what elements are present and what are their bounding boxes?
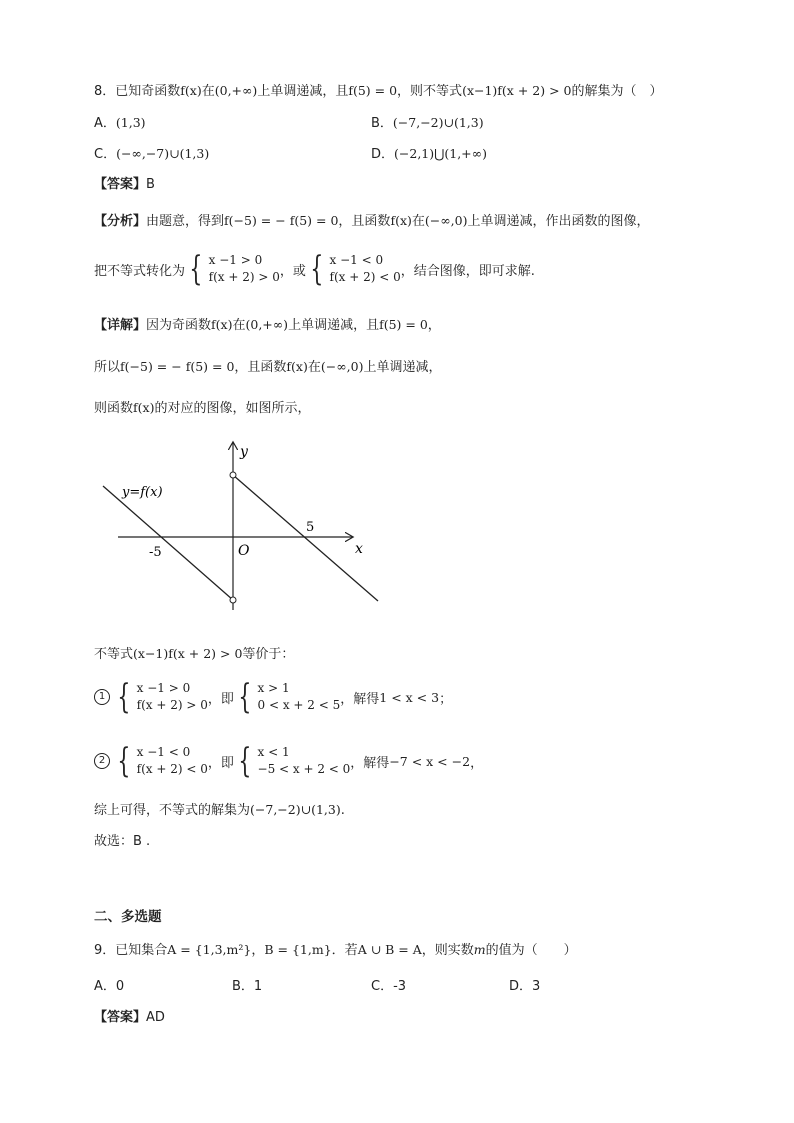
choose-line: 故选：B . xyxy=(94,834,151,849)
case-1: 1 { x −1 > 0 f(x + 2) > 0 ，即 { x > 1 0 < x + 2 < 5 ，解得 1 < x < 3 ； xyxy=(94,680,452,714)
q8-option-c: C．(−∞,−7)∪(1,3) xyxy=(94,146,210,162)
right-branch xyxy=(233,475,378,601)
tick-label-neg5: -5 xyxy=(149,545,162,560)
tick-label-5: 5 xyxy=(306,520,315,535)
x-axis-label: x xyxy=(355,541,363,557)
equivalence-line: 不等式(x−1)f(x + 2) > 0等价于： xyxy=(94,646,295,662)
analysis-line-2: 把不等式转化为 { x −1 > 0 f(x + 2) > 0 ，或 { x −1 < 0 f(x + 2) < 0 ，结合图像，即可求解. xyxy=(94,249,535,289)
open-point-top xyxy=(230,472,236,478)
q8-option-b: B．(−7,−2)∪(1,3) xyxy=(371,115,484,131)
q9-option-a: A．0 xyxy=(94,979,125,994)
detail-line-1: 【详解】因为奇函数f(x)在(0,+∞)上单调递减，且f(5) = 0， xyxy=(94,317,441,333)
q9-option-c: C．-3 xyxy=(371,979,407,994)
function-label: y=f(x) xyxy=(122,485,163,500)
origin-label: O xyxy=(238,543,250,559)
y-axis-label: y xyxy=(240,444,248,460)
case-2: 2 { x −1 < 0 f(x + 2) < 0 ，即 { x < 1 −5 < x + 2 < 0 ，解得 −7 < x < −2 ， xyxy=(94,744,483,778)
detail-line-3: 则函数f(x)的对应的图像，如图所示， xyxy=(94,400,311,416)
system-2: { x −1 < 0 f(x + 2) < 0 xyxy=(310,249,401,289)
function-graph xyxy=(94,436,394,626)
case-number-2: 2 xyxy=(94,753,110,769)
detail-line-2: 所以f(−5) = − f(5) = 0，且函数f(x)在(−∞,0)上单调递减， xyxy=(94,359,442,375)
answer-8: 【答案】B xyxy=(94,177,155,192)
case-number-1: 1 xyxy=(94,689,110,705)
q8-option-d: D．(−2,1)⋃(1,+∞) xyxy=(371,146,487,162)
system-1: { x −1 > 0 f(x + 2) > 0 xyxy=(189,249,280,289)
q8-option-a: A．(1,3) xyxy=(94,115,146,131)
summary-line: 综上可得，不等式的解集为(−7,−2)∪(1,3). xyxy=(94,802,345,818)
left-branch xyxy=(103,486,233,600)
q9-option-b: B．1 xyxy=(232,979,263,994)
q9-option-d: D．3 xyxy=(509,979,541,994)
section-title: 二、多选题 xyxy=(94,909,162,925)
open-point-bottom xyxy=(230,597,236,603)
question-8-stem: 8．已知奇函数f(x)在(0,+∞)上单调递减，且f(5) = 0，则不等式(x−1)f(x + 2) > 0的解集为（ ） xyxy=(94,83,663,99)
answer-9: 【答案】AD xyxy=(94,1010,165,1025)
question-9-stem: 9．已知集合A = {1,3,m²}，B = {1,m}．若A ∪ B = A，则实数m的值为（ ） xyxy=(94,942,577,958)
analysis-line-1: 【分析】由题意，得到f(−5) = − f(5) = 0，且函数f(x)在(−∞,0)上单调递减，作出函数的图像， xyxy=(94,213,650,229)
